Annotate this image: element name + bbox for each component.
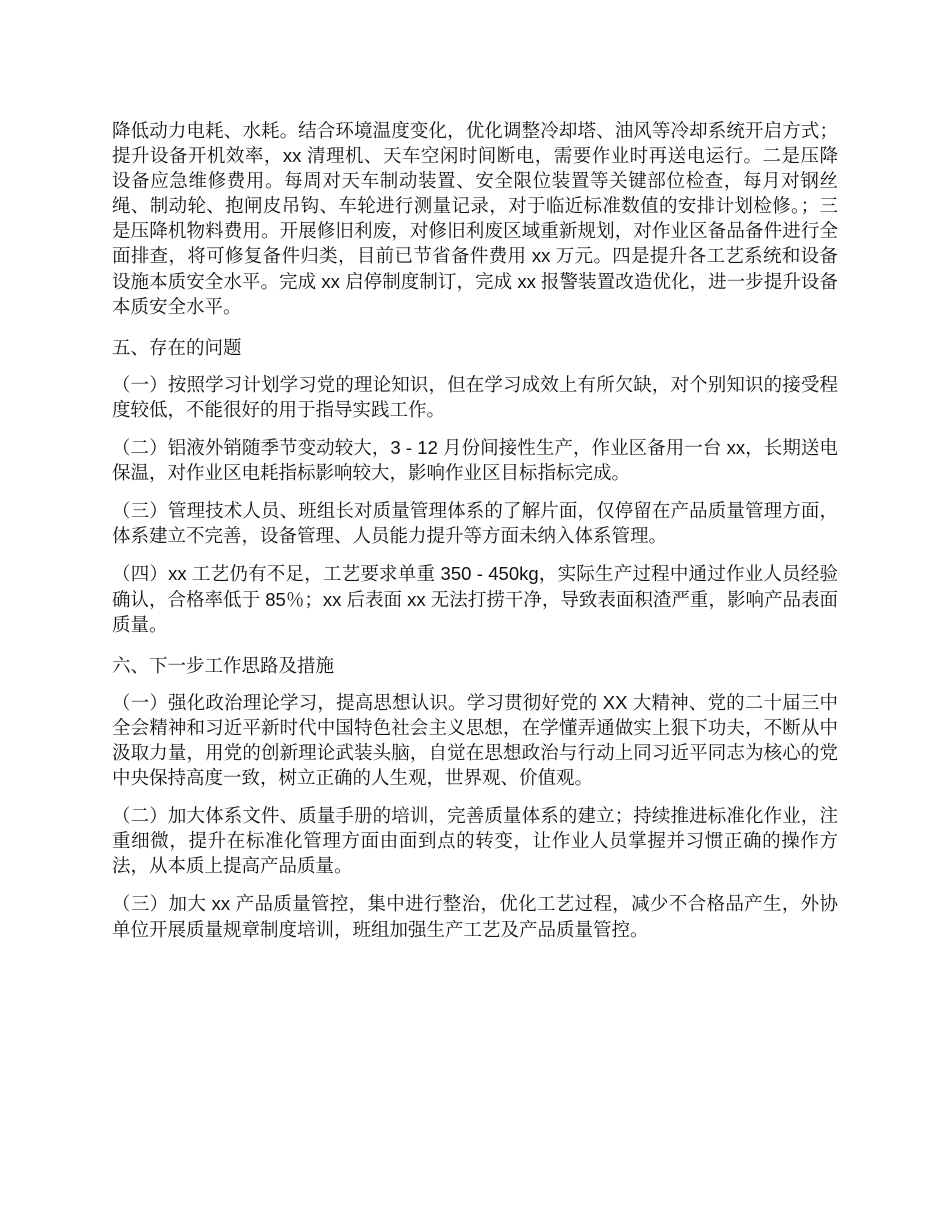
heading-section-five: 五、存在的问题 xyxy=(112,336,242,358)
paragraph-measure-one: （一）强化政治理论学习，提高思想认识。学习贯彻好党的 XX 大精神、党的二十届三中全会精神和习近平新时代中国特色社会主义思想，在学懂弄通做实上狠下功夫，不断从中汲取力量，用党的创新理论武装头脑，自觉在思想政治与行动上同习近平同志为核心的党中央保持高度一致，树立正确的人生观，世界观、价值观。 xyxy=(112,691,838,789)
paragraph-problem-one: （一）按照学习计划学习党的理论知识，但在学习成效上有所欠缺，对个别知识的接受程度较低，不能很好的用于指导实践工作。 xyxy=(112,373,838,420)
paragraph-problem-four: （四）xx 工艺仍有不足，工艺要求单重 350 - 450kg，实际生产过程中通过作业人员经验确认，合格率低于 85％；xx 后表面 xx 无法打捞干净，导致表面积渣严重，影响产品表面质量。 xyxy=(112,563,838,635)
paragraph-problem-two: （二）铝液外销随季节变动较大，3 - 12 月份间接性生产，作业区备用一台 xx，长期送电保温，对作业区电耗指标影响较大，影响作业区目标指标完成。 xyxy=(112,437,838,484)
paragraph-problem-three: （三）管理技术人员、班组长对质量管理体系的了解片面，仅停留在产品质量管理方面，体系建立不完善，设备管理、人员能力提升等方面未纳入体系管理。 xyxy=(112,500,838,547)
paragraph-cost-reduction-continued: 降低动力电耗、水耗。结合环境温度变化，优化调整冷却塔、油风等冷却系统开启方式；提升设备开机效率，xx 清理机、天车空闲时间断电，需要作业时再送电运行。二是压降设备应急维修费用。每周对天车制动装置、安全限位装置等关键部位检查，每月对钢丝绳、制动轮、抱闸皮吊钩、车轮进行测量记录，对于临近标准数值的安排计划检修。；三是压降机物料费用。开展修旧利废，对修旧利废区域重新规划，对作业区备品备件进行全面排查，将可修复备件归类，目前已节省备件费用 xx 万元。四是提升各工艺系统和设备设施本质安全水平。完成 xx 启停制度制订，完成 xx 报警装置改造优化，进一步提升设备本质安全水平。 xyxy=(112,120,838,317)
paragraph-measure-two: （二）加大体系文件、质量手册的培训，完善质量体系的建立；持续推进标准化作业，注重细微，提升在标准化管理方面由面到点的转变，让作业人员掌握并习惯正确的操作方法，从本质上提高产品质量。 xyxy=(112,805,838,877)
heading-section-six: 六、下一步工作思路及措施 xyxy=(112,654,335,676)
paragraph-measure-three: （三）加大 xx 产品质量管控，集中进行整治，优化工艺过程，减少不合格品产生，外协单位开展质量规章制度培训，班组加强生产工艺及产品质量管控。 xyxy=(112,893,838,940)
document-body xyxy=(112,118,838,942)
